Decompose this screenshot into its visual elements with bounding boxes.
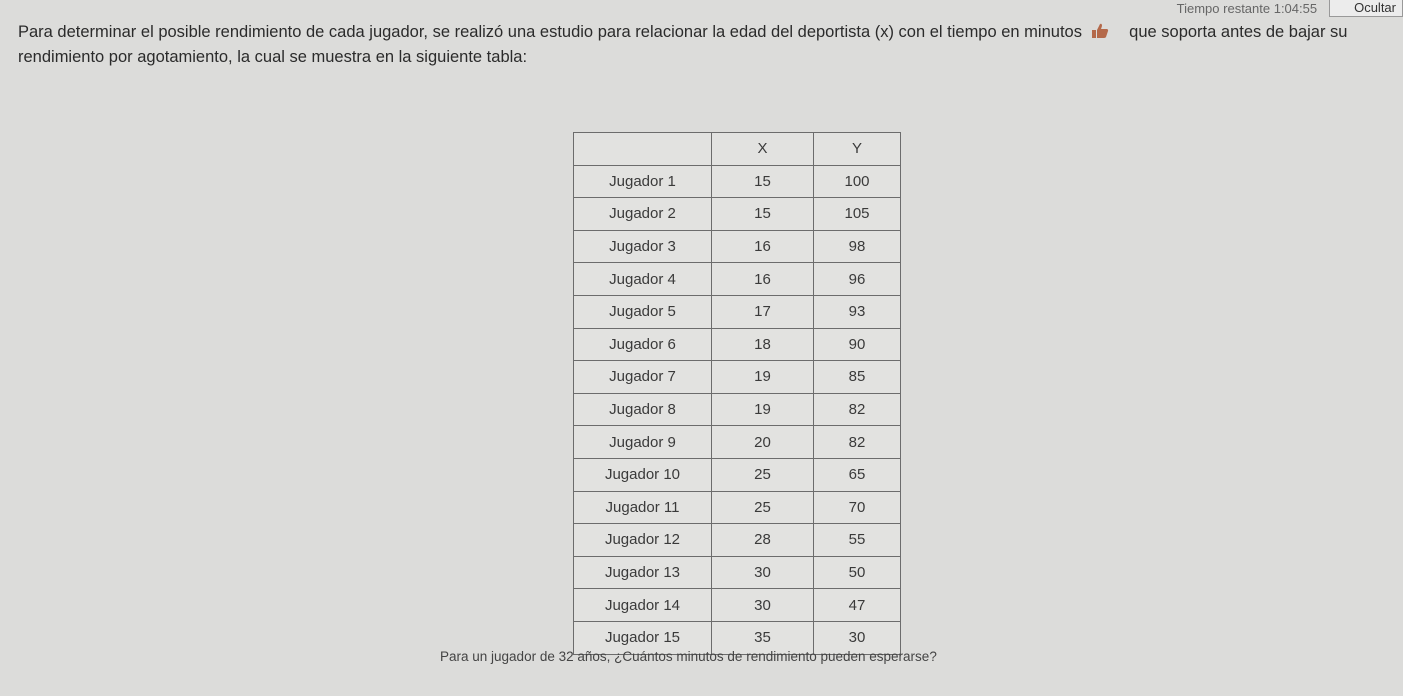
- y-cell: 55: [814, 524, 901, 557]
- header-cell-y: Y: [814, 133, 901, 166]
- data-table: [573, 132, 901, 655]
- y-cell: 65: [814, 458, 901, 491]
- x-cell: 20: [712, 426, 814, 459]
- player-cell: Jugador 4: [574, 263, 712, 296]
- x-cell: 30: [712, 556, 814, 589]
- y-cell: 82: [814, 426, 901, 459]
- player-cell: Jugador 5: [574, 295, 712, 328]
- header-cell-x: X: [712, 133, 814, 166]
- table-row: [574, 524, 901, 557]
- player-cell: Jugador 2: [574, 198, 712, 231]
- x-cell: 17: [712, 295, 814, 328]
- x-cell: 16: [712, 230, 814, 263]
- x-cell: 15: [712, 198, 814, 231]
- x-cell: 15: [712, 165, 814, 198]
- y-cell: 50: [814, 556, 901, 589]
- table-row: [574, 556, 901, 589]
- header-cell-empty: [574, 133, 712, 166]
- question-text-part-2: que soporta antes de bajar su rendimiento por agotamiento, la cual se muestra en la siguiente tabla:: [18, 23, 1348, 66]
- table-row: [574, 230, 901, 263]
- y-cell: 100: [814, 165, 901, 198]
- table-row: [574, 426, 901, 459]
- y-cell: 90: [814, 328, 901, 361]
- table-row: [574, 295, 901, 328]
- x-cell: 25: [712, 491, 814, 524]
- x-cell: 19: [712, 393, 814, 426]
- table-row: [574, 198, 901, 231]
- table-row: [574, 165, 901, 198]
- player-cell: Jugador 1: [574, 165, 712, 198]
- player-cell: Jugador 12: [574, 524, 712, 557]
- table-header-row: [574, 133, 901, 166]
- player-cell: Jugador 6: [574, 328, 712, 361]
- table-row: [574, 361, 901, 394]
- y-cell: 70: [814, 491, 901, 524]
- y-cell: 98: [814, 230, 901, 263]
- player-cell: Jugador 10: [574, 458, 712, 491]
- player-cell: Jugador 3: [574, 230, 712, 263]
- x-cell: 19: [712, 361, 814, 394]
- y-cell: 30: [814, 621, 901, 654]
- table-row: [574, 328, 901, 361]
- player-cell: Jugador 15: [574, 621, 712, 654]
- player-cell: Jugador 14: [574, 589, 712, 622]
- data-table-container: [573, 132, 901, 655]
- y-cell: 85: [814, 361, 901, 394]
- question-text: [18, 20, 1393, 70]
- table-row: [574, 458, 901, 491]
- hide-button[interactable]: Ocultar: [1329, 0, 1403, 17]
- x-cell: 30: [712, 589, 814, 622]
- x-cell: 25: [712, 458, 814, 491]
- x-cell: 16: [712, 263, 814, 296]
- table-row: [574, 589, 901, 622]
- x-cell: 35: [712, 621, 814, 654]
- follow-up-question: Para un jugador de 32 años, ¿Cuántos minutos de rendimiento pueden esperarse?: [440, 649, 937, 664]
- y-cell: 96: [814, 263, 901, 296]
- x-cell: 28: [712, 524, 814, 557]
- table-row: [574, 491, 901, 524]
- y-cell: 47: [814, 589, 901, 622]
- player-cell: Jugador 9: [574, 426, 712, 459]
- thumb-icon: [1091, 22, 1109, 38]
- y-cell: 82: [814, 393, 901, 426]
- top-bar: [1177, 0, 1403, 16]
- player-cell: Jugador 7: [574, 361, 712, 394]
- player-cell: Jugador 13: [574, 556, 712, 589]
- table-row: [574, 263, 901, 296]
- question-text-part-1: Para determinar el posible rendimiento de cada jugador, se realizó una estudio para relacionar la edad del deportista (x) con el tiempo en minutos: [18, 23, 1082, 41]
- y-cell: 105: [814, 198, 901, 231]
- player-cell: Jugador 11: [574, 491, 712, 524]
- player-cell: Jugador 8: [574, 393, 712, 426]
- table-row: [574, 393, 901, 426]
- x-cell: 18: [712, 328, 814, 361]
- timer-text: Tiempo restante 1:04:55: [1176, 0, 1318, 16]
- y-cell: 93: [814, 295, 901, 328]
